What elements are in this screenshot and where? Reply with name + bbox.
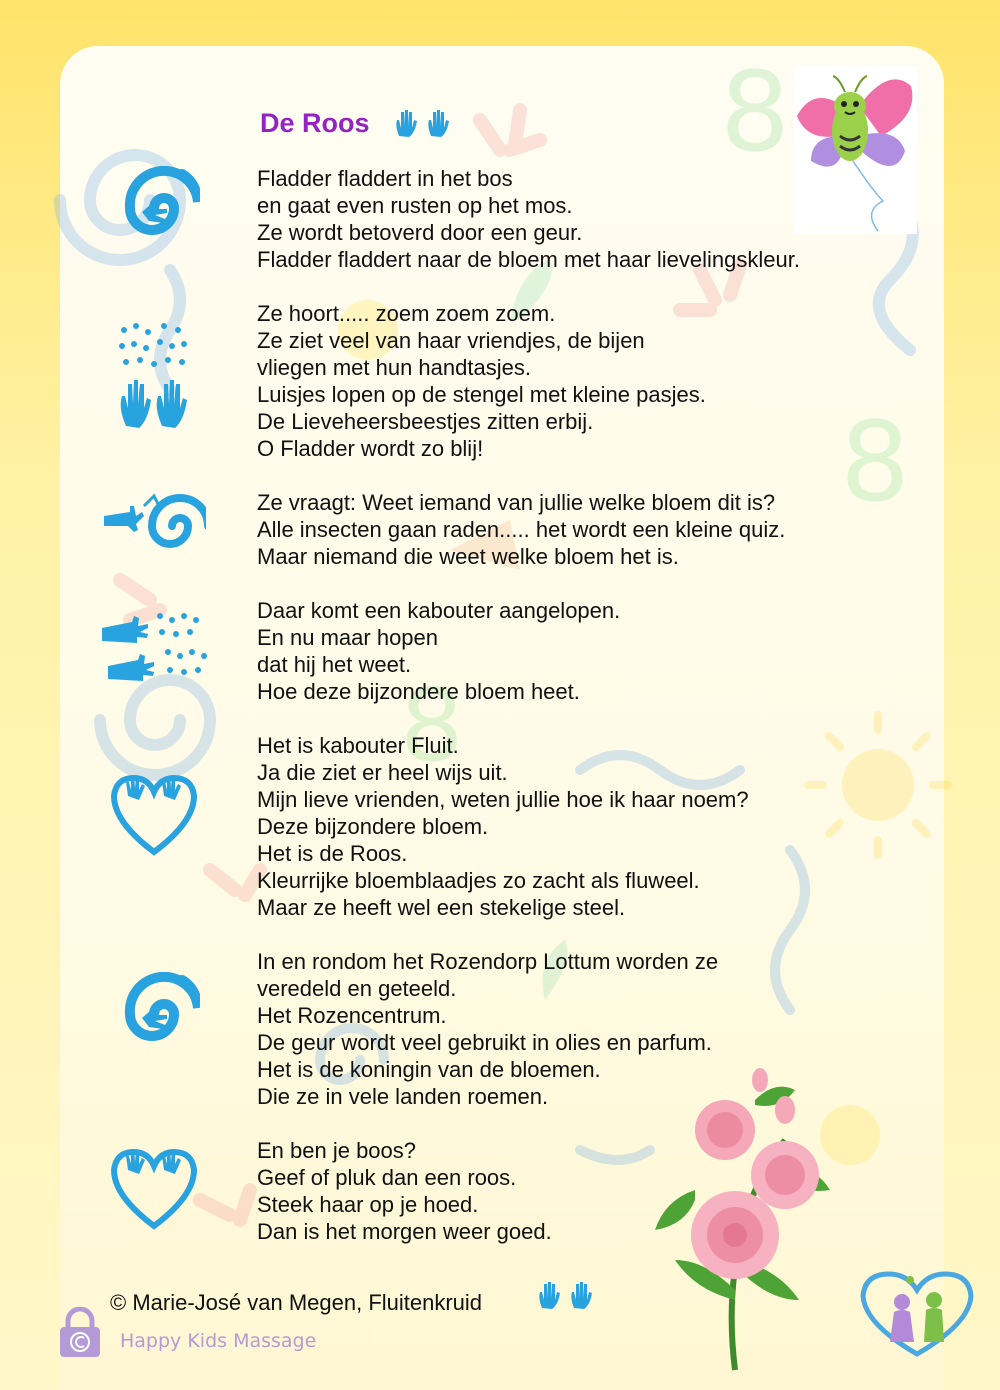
poem-line: Maar niemand die weet welke bloem het is. [257, 544, 679, 569]
dots-hands-icon [116, 318, 196, 428]
spiral-hand-icon-2 [108, 972, 200, 1056]
poem-line: En ben je boos? [257, 1138, 417, 1163]
poem-line: En nu maar hopen [257, 625, 439, 650]
poem-line: Ze hoort..... zoem zoem zoem. [257, 301, 556, 326]
poem-line: Het is de koningin van de bloemen. [257, 1057, 601, 1082]
poem-line: Daar komt een kabouter aangelopen. [257, 598, 621, 623]
poem-line: Die ze in vele landen roemen. [257, 1084, 549, 1109]
stanza-3 [257, 489, 785, 570]
stanza-5 [257, 732, 749, 921]
poem-line: Luisjes lopen op de stengel met kleine pasjes. [257, 382, 706, 407]
poem-line: en gaat even rusten op het mos. [257, 193, 573, 218]
poem-line: Het is kabouter Fluit. [257, 733, 459, 758]
poem-line: De Lieveheersbeestjes zitten erbij. [257, 409, 594, 434]
poem-line: Hoe deze bijzondere bloem heet. [257, 679, 580, 704]
heart-hands-icon-2 [108, 1142, 200, 1234]
svg-text:8: 8 [400, 667, 464, 784]
spiral-hand-icon [108, 166, 200, 250]
poem-line: Dan is het morgen weer goed. [257, 1219, 552, 1244]
poem-line: Ze wordt betoverd door een geur. [257, 220, 583, 245]
hands-dots-icon [100, 608, 212, 688]
stanza-1 [257, 165, 800, 273]
poem-line: Alle insecten gaan raden..... het wordt een kleine quiz. [257, 517, 786, 542]
poem-line: dat hij het weet. [257, 652, 412, 677]
happy-kids-logo [858, 1268, 976, 1360]
brand-name: Happy Kids Massage [120, 1330, 317, 1352]
svg-text:8: 8 [840, 398, 910, 526]
copyright-text: © Marie-José van Megen, Fluitenkruid [110, 1290, 483, 1315]
poem-line: Geef of pluk dan een roos. [257, 1165, 517, 1190]
poem-line: vliegen met hun handtasjes. [257, 355, 531, 380]
stanza-7 [257, 1137, 552, 1245]
poem-line: Ze vraagt: Weet iemand van jullie welke bloem dit is? [257, 490, 776, 515]
poem-line: Steek haar op je hoed. [257, 1192, 479, 1217]
poem-title: De Roos [260, 108, 370, 138]
hands-icon [393, 108, 459, 138]
poem-line: Het Rozencentrum. [257, 1003, 447, 1028]
poem-line: Het is de Roos. [257, 841, 408, 866]
stanza-4 [257, 597, 620, 705]
lock-icon [58, 1307, 102, 1359]
spiral-arrow-hand-icon [102, 490, 206, 560]
poem-line: Mijn lieve vrienden, weten jullie hoe ik haar noem? [257, 787, 749, 812]
poem-line: Ze ziet veel van haar vriendjes, de bijen [257, 328, 645, 353]
poem-line: Deze bijzondere bloem. [257, 814, 489, 839]
svg-text:8: 8 [720, 48, 790, 176]
poem-line: Ja die ziet er heel wijs uit. [257, 760, 508, 785]
poem-line: Fladder fladdert in het bos [257, 166, 513, 191]
stanza-2 [257, 300, 706, 462]
poem-line: Kleurrijke bloemblaadjes zo zacht als fluweel. [257, 868, 700, 893]
heart-hands-icon [108, 768, 200, 860]
poem-line: De geur wordt veel gebruikt in olies en parfum. [257, 1030, 712, 1055]
hands-icon [536, 1280, 602, 1310]
poem-line: In en rondom het Rozendorp Lottum worden ze [257, 949, 719, 974]
poem-line: O Fladder wordt zo blij! [257, 436, 484, 461]
rose-illustration [635, 1060, 835, 1380]
butterfly-illustration [793, 66, 917, 234]
poem-line: veredeld en geteeld. [257, 976, 457, 1001]
poem-line: Fladder fladdert naar de bloem met haar lievelingskleur. [257, 247, 800, 272]
poem-line: Maar ze heeft wel een stekelige steel. [257, 895, 626, 920]
